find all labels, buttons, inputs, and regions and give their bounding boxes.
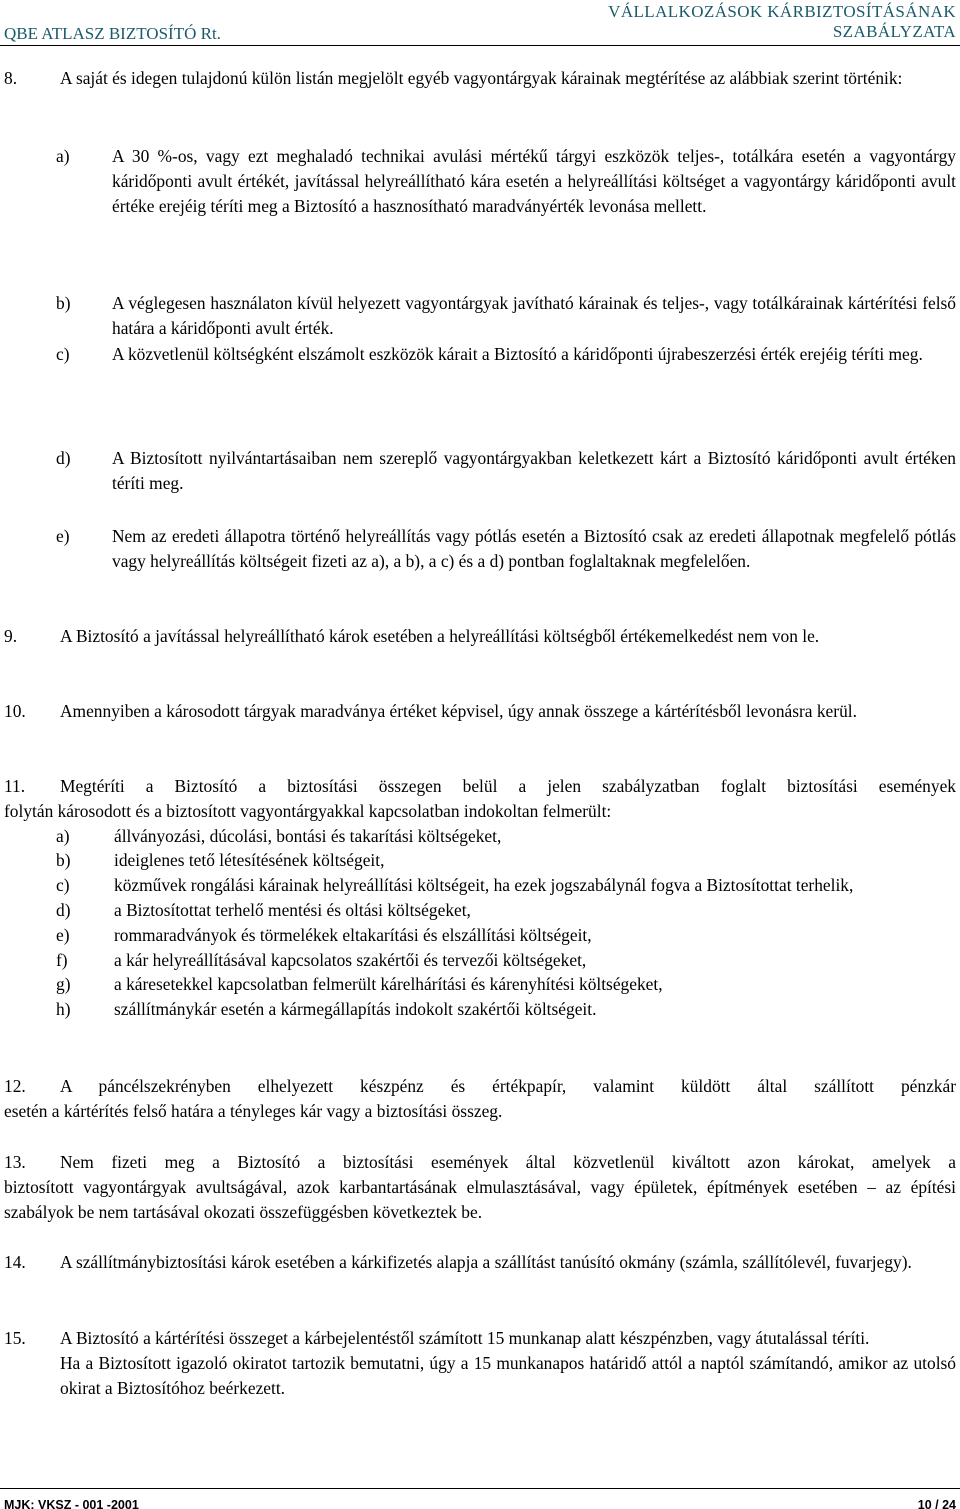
- page-number: 10 / 24: [917, 1498, 956, 1509]
- list-item-text: ideiglenes tető létesítésének költségeit,: [114, 850, 385, 871]
- item-text: A közvetlenül költségként elszámolt eszközök kárait a Biztosító a káridőponti újrabeszerzési érték erejéig téríti meg.: [112, 344, 923, 364]
- document-title: [608, 2, 956, 42]
- section-10-text: Amennyiben a károsodott tárgyak maradványa értéket képvisel, úgy annak összege a kártérítésből levonásra kerül.: [60, 701, 857, 721]
- item-label: a): [56, 146, 70, 166]
- list-item: [56, 923, 956, 948]
- list-item: [56, 848, 956, 873]
- section-8-item-a: [56, 144, 956, 218]
- section-11-first-line: Megtéríti a Biztosító a biztosítási összegen belül a jelen szabályzatban foglalt biztosítási események: [60, 776, 956, 796]
- section-15-number: 15.: [4, 1328, 26, 1348]
- section-14-number: 14.: [4, 1252, 26, 1272]
- list-item: [56, 948, 956, 973]
- section-15: [4, 1326, 956, 1400]
- list-item-label: f): [56, 949, 68, 970]
- page-header: [0, 0, 960, 46]
- company-name: QBE ATLASZ BIZTOSÍTÓ Rt.: [4, 24, 221, 43]
- section-12-rest: esetén a kártérítés felső határa a tényleges kár vagy a biztosítási összeg.: [4, 1100, 503, 1121]
- section-8-item-d: [56, 446, 956, 496]
- section-11-rest: folytán károsodott és a biztosított vagyontárgyakkal kapcsolatban indokoltan felmerült:: [4, 800, 612, 821]
- section-9-text: A Biztosító a javítással helyreállítható károk esetében a helyreállítási költségből értékemelkedést nem von le.: [60, 626, 820, 646]
- section-15-text-2: Ha a Biztosított igazoló okiratot tartozik bemutatni, úgy a 15 munkanapos határidő attól a naptól számítandó, amikor az utolsó okirat a Biztosítóhoz beérkezett.: [60, 1352, 956, 1398]
- list-item: [56, 997, 956, 1022]
- item-label: e): [56, 526, 70, 546]
- section-9-number: 9.: [4, 626, 18, 646]
- list-item-text: a kár helyreállításával kapcsolatos szakértői és tervezői költségeket,: [114, 949, 587, 970]
- list-item-label: b): [56, 850, 71, 871]
- list-item-text: a káresetekkel kapcsolatban felmerült kárelhárítási és kárenyhítési költségeket,: [114, 974, 663, 995]
- section-8: [4, 66, 956, 91]
- list-item-label: a): [56, 825, 70, 846]
- section-13-rest: biztosított vagyontárgyak avultságával, azok karbantartásának elmulasztásával, vagy épületek, építmények esetében – az építési szabályok be nem tartásával okozati összefüggésben következtek be.: [4, 1176, 956, 1222]
- section-8-item-c: [56, 342, 956, 367]
- section-10-number: 10.: [4, 701, 26, 721]
- section-14-text: A szállítmánybiztosítási károk esetében a kárkifizetés alapja a szállítást tanúsító okmány (számla, szállítólevél, fuvarjegy).: [60, 1252, 912, 1272]
- item-label: c): [56, 344, 70, 364]
- list-item: [56, 972, 956, 997]
- document-title-line2: SZABÁLYZATA: [832, 22, 956, 41]
- section-13-first-line: Nem fizeti meg a Biztosító a biztosítási események által közvetlenül kiváltott azon károkat, amelyek a: [60, 1152, 956, 1172]
- section-13-number: 13.: [4, 1152, 26, 1172]
- section-11: [4, 774, 956, 1022]
- section-8-item-e: [56, 524, 956, 574]
- list-item-label: c): [56, 875, 70, 896]
- document-title-line1: VÁLLALKOZÁSOK KÁRBIZTOSÍTÁSÁNAK: [608, 2, 956, 21]
- list-item-text: rommaradványok és törmelékek eltakarítási és elszállítási költségeit,: [114, 924, 592, 945]
- list-item-label: e): [56, 924, 70, 945]
- section-15-text: A Biztosító a kártérítési összeget a kárbejelentéstől számított 15 munkanap alatt készpénzben, vagy átutalással téríti.: [60, 1328, 870, 1348]
- item-label: d): [56, 448, 71, 468]
- item-text: A véglegesen használaton kívül helyezett vagyontárgyak javítható kárainak és teljes-, vagy totálkárainak kártérítési felső határa a káridőponti avult érték.: [112, 293, 956, 338]
- list-item-label: g): [56, 974, 71, 995]
- page-footer: [0, 1488, 960, 1509]
- item-text: A 30 %-os, vagy ezt meghaladó technikai avulási mértékű tárgyi eszközök teljes-, totálkára esetén a vagyontárgy káridőponti avult értékét, javítással helyreállítható kára esetén a helyreállítási költséget a vagyontárgy káridőponti avult értéke erejéig téríti meg a Biztosító a hasznosítható maradványérték levonása mellett.: [112, 146, 956, 216]
- list-item-text: állványozási, dúcolási, bontási és takarítási költségeket,: [114, 825, 502, 846]
- section-8-item-b: [56, 291, 956, 341]
- section-12: [4, 1074, 956, 1124]
- item-label: b): [56, 293, 71, 313]
- list-item: [56, 898, 956, 923]
- list-item-text: a Biztosítottat terhelő mentési és oltási költségeket,: [114, 899, 471, 920]
- item-text: A Biztosított nyilvántartásaiban nem szereplő vagyontárgyakban keletkezett kárt a Biztosító káridőponti avult értéken téríti meg.: [112, 448, 956, 493]
- list-item: [56, 824, 956, 849]
- document-code: MJK: VKSZ - 001 -2001: [4, 1498, 139, 1509]
- section-8-number: 8.: [4, 68, 18, 88]
- section-10: [4, 699, 956, 724]
- section-11-list: [4, 824, 956, 1022]
- item-text: Nem az eredeti állapotra történő helyreállítás vagy pótlás esetén a Biztosító csak az eredeti állapotnak megfelelő pótlás vagy helyreállítás költségeit fizeti az a), a b), a c) és a d) pontban foglaltaknak megfelelően.: [112, 526, 956, 571]
- section-12-number: 12.: [4, 1076, 26, 1096]
- section-11-number: 11.: [4, 776, 26, 796]
- list-item-text: szállítmánykár esetén a kármegállapítás indokolt szakértői költségeit.: [114, 999, 597, 1020]
- list-item-label: d): [56, 899, 71, 920]
- section-12-first-line: A páncélszekrényben elhelyezett készpénz és értékpapír, valamint küldött által szállított pénzkár: [60, 1076, 956, 1096]
- section-14: [4, 1250, 956, 1275]
- list-item-text: közművek rongálási kárainak helyreállítási költségeit, ha ezek jogszabálynál fogva a Biztosítottat terhelik,: [114, 875, 854, 896]
- list-item: [56, 873, 956, 898]
- list-item-label: h): [56, 999, 71, 1020]
- section-9: [4, 624, 956, 649]
- section-8-intro: A saját és idegen tulajdonú külön listán megjelölt egyéb vagyontárgyak kárainak megtérítése az alábbiak szerint történik:: [60, 68, 903, 88]
- section-13: [4, 1150, 956, 1224]
